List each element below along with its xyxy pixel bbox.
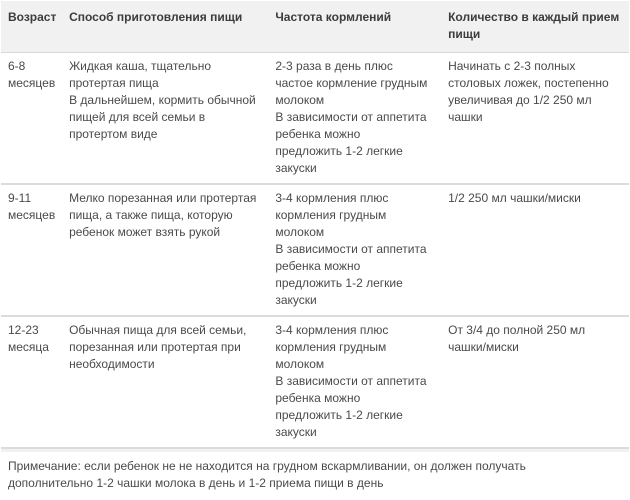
cell-quantity: [448, 184, 629, 316]
frequency-line: молоком: [275, 357, 325, 371]
frequency-line: частое кормление грудным: [275, 76, 428, 90]
age-unit: месяцев: [8, 208, 56, 222]
frequency-line: предложить 1-2 легкие: [275, 276, 403, 290]
header-quantity: Количество в каждый прием пищи: [448, 1, 629, 53]
method-line: протертом виде: [69, 127, 158, 141]
age-unit: месяца: [8, 340, 49, 354]
frequency-line: молоком: [275, 225, 325, 239]
cell-frequency: [275, 53, 448, 185]
frequency-line: 3-4 кормления плюс: [275, 323, 389, 337]
cell-method: [69, 184, 275, 316]
table-row: [1, 184, 629, 316]
quantity-line: 1/2 250 мл чашки/миски: [448, 191, 581, 205]
footnote: [1, 452, 629, 500]
quantity-line: чашки: [448, 110, 483, 124]
cell-frequency: [275, 184, 448, 316]
table-row: [1, 316, 629, 448]
cell-method: [69, 316, 275, 448]
frequency-line: кормления грудным: [275, 208, 387, 222]
frequency-line: 3-4 кормления плюс: [275, 191, 389, 205]
cell-quantity: [448, 53, 629, 185]
quantity-line: чашки/миски: [448, 340, 519, 354]
frequency-line: 2-3 раза в день плюс: [275, 59, 393, 73]
frequency-line: предложить 1-2 легкие: [275, 408, 403, 422]
quantity-line: увеличивая до 1/2 250 мл: [448, 93, 592, 107]
frequency-line: В зависимости от аппетита: [275, 242, 427, 256]
age-value: 12-23: [8, 323, 39, 337]
cell-frequency: [275, 316, 448, 448]
cell-age: [1, 184, 69, 316]
frequency-line: закуски: [275, 161, 317, 175]
cell-method: [69, 53, 275, 185]
header-method: Способ приготовления пищи: [69, 1, 275, 53]
cell-age: [1, 316, 69, 448]
frequency-line: ребенка можно: [275, 391, 361, 405]
cell-age: [1, 53, 69, 185]
footnote-line: дополнительно 1-2 чашки молока в день и 1-2 приема пищи в день: [8, 476, 384, 490]
method-line: Жидкая каша, тщательно: [69, 59, 212, 73]
frequency-line: ребенка можно: [275, 259, 361, 273]
header-age: Возраст: [1, 1, 69, 53]
frequency-line: закуски: [275, 425, 317, 439]
frequency-line: В зависимости от аппетита: [275, 374, 427, 388]
table-header-row: [1, 1, 629, 53]
frequency-line: кормления грудным: [275, 340, 387, 354]
cell-quantity: [448, 316, 629, 448]
footnote-line: Примечание: если ребенок не не находится на грудном вскармливании, он должен получать: [8, 459, 526, 473]
frequency-line: ребенка можно: [275, 127, 361, 141]
quantity-line: столовых ложек, постепенно: [448, 76, 609, 90]
frequency-line: предложить 1-2 легкие: [275, 144, 403, 158]
method-line: В дальнейшем, кормить обычной: [69, 93, 256, 107]
method-line: необходимости: [69, 357, 155, 371]
header-frequency: Частота кормлений: [275, 1, 448, 53]
age-value: 9-11: [8, 191, 32, 205]
table-row: [1, 53, 629, 185]
method-line: ребенок может взять рукой: [69, 225, 221, 239]
method-line: порезанная или протертая при: [69, 340, 241, 354]
frequency-line: закуски: [275, 293, 317, 307]
method-line: Обычная пища для всей семьи,: [69, 323, 247, 337]
frequency-line: молоком: [275, 93, 325, 107]
feeding-table: [1, 1, 629, 458]
age-value: 6-8: [8, 59, 26, 73]
method-line: протертая пища: [69, 76, 159, 90]
age-unit: месяцев: [8, 76, 56, 90]
quantity-line: Начинать с 2-3 полных: [448, 59, 576, 73]
method-line: пищей для всей семьи в: [69, 110, 206, 124]
quantity-line: От 3/4 до полной 250 мл: [448, 323, 586, 337]
method-line: Мелко порезанная или протертая: [69, 191, 257, 205]
method-line: пища, а также пища, которую: [69, 208, 233, 222]
frequency-line: В зависимости от аппетита: [275, 110, 427, 124]
